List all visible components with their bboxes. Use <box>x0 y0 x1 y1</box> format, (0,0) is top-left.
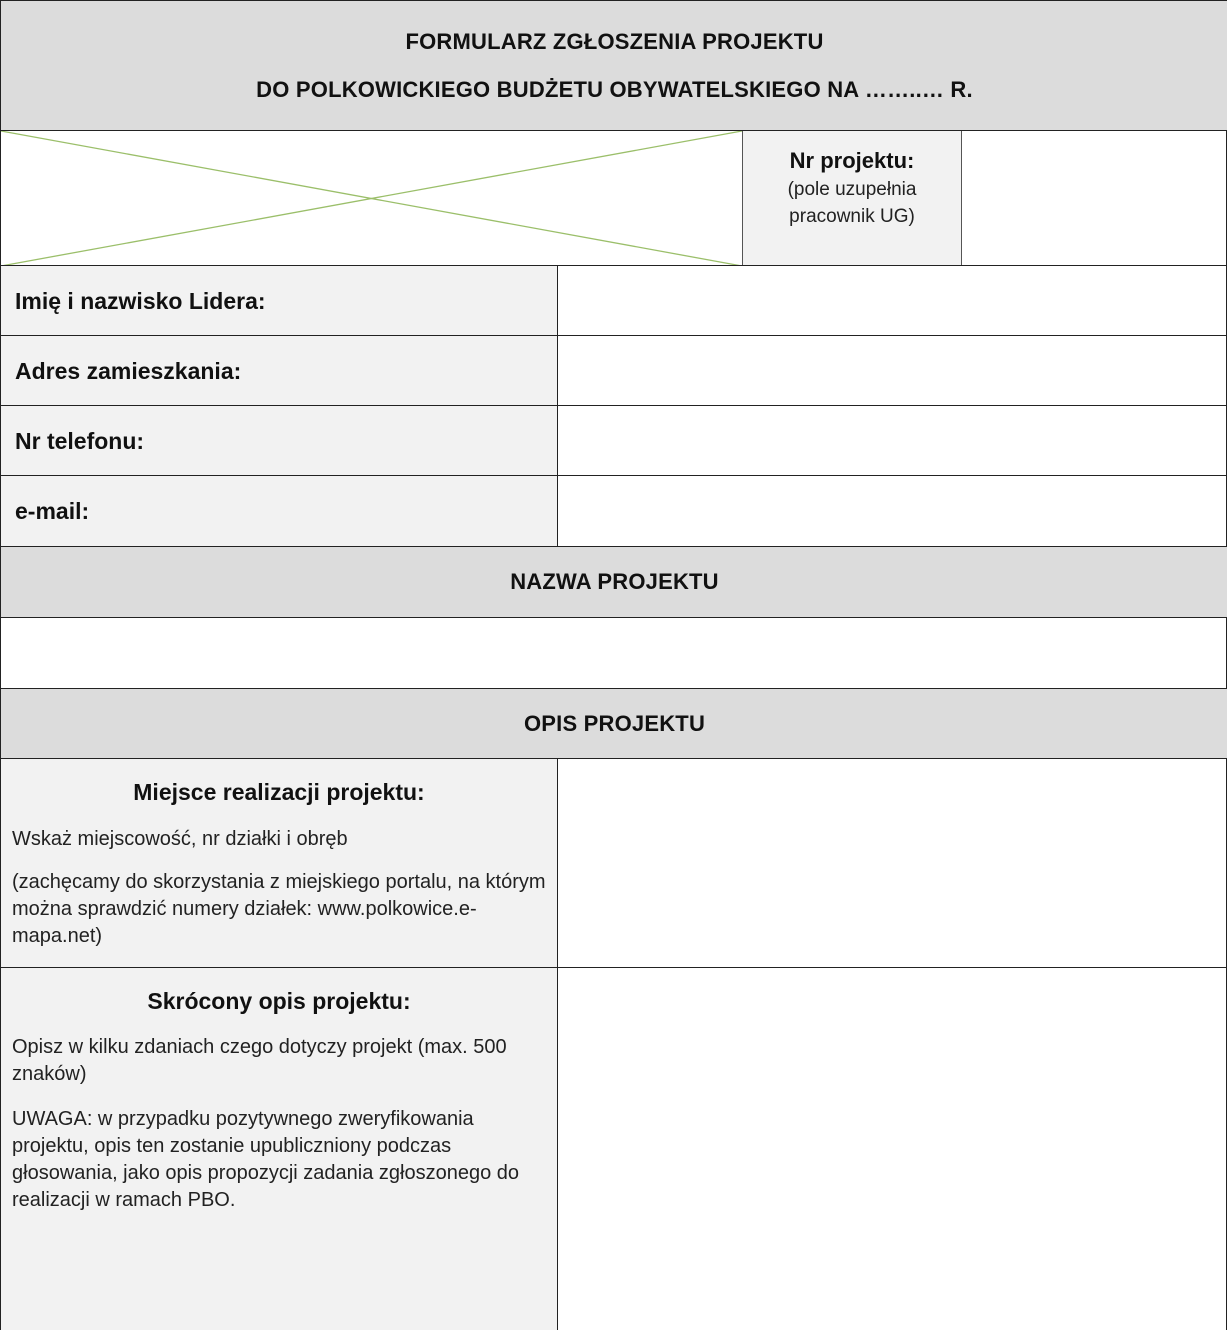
phone-label: Nr telefonu: <box>15 428 145 454</box>
short-description-field[interactable] <box>557 968 1227 1330</box>
project-name-field[interactable] <box>1 618 1227 689</box>
project-name-header <box>1 547 1227 618</box>
form-title-header <box>1 0 1227 131</box>
phone-label-cell <box>1 406 557 476</box>
short-description-heading: Skrócony opis projektu: <box>147 988 411 1014</box>
crossed-out-cell <box>1 131 742 266</box>
address-field[interactable] <box>557 336 1227 406</box>
project-description-header <box>1 689 1227 759</box>
location-heading: Miejsce realizacji projektu: <box>133 779 425 805</box>
column-divider-lower <box>557 759 558 1330</box>
project-number-label: Nr projektu: <box>789 148 915 173</box>
location-label-cell <box>1 759 557 968</box>
phone-field[interactable] <box>557 406 1227 476</box>
email-label: e-mail: <box>15 498 90 524</box>
address-label: Adres zamieszkania: <box>15 358 242 384</box>
location-note: (zachęcamy do skorzystania z miejskiego portalu, na którym można sprawdzić numery działek: www.polkowice.e-mapa.net) <box>12 871 546 947</box>
form-title-line-1: FORMULARZ ZGŁOSZENIA PROJEKTU <box>405 28 824 54</box>
project-description-header-text: OPIS PROJEKTU <box>523 710 706 736</box>
leader-name-field[interactable] <box>557 266 1227 336</box>
leader-name-label-cell <box>1 266 557 336</box>
project-number-field[interactable] <box>962 131 1227 266</box>
form-title-line-2: DO POLKOWICKIEGO BUDŻETU OBYWATELSKIEGO NA ……..… R. <box>256 76 973 102</box>
leader-name-label: Imię i nazwisko Lidera: <box>15 288 266 314</box>
column-divider <box>557 266 558 547</box>
project-number-note-2: pracownik UG) <box>789 206 915 227</box>
location-field[interactable] <box>557 759 1227 968</box>
short-description-hint: Opisz w kilku zdaniach czego dotyczy projekt (max. 500 znaków) <box>12 1036 507 1085</box>
address-label-cell <box>1 336 557 406</box>
short-description-label-cell <box>1 968 557 1330</box>
project-number-label-cell <box>742 131 962 266</box>
short-description-warning: UWAGA: w przypadku pozytywnego zweryfikowania projektu, opis ten zostanie upubliczniony podczas głosowania, jako opis propozycji zadania zgłoszonego do realizacji w ramach PBO. <box>12 1108 519 1211</box>
project-number-note-1: (pole uzupełnia <box>787 179 917 200</box>
project-name-header-text: NAZWA PROJEKTU <box>510 569 719 594</box>
email-label-cell <box>1 476 557 547</box>
email-field[interactable] <box>557 476 1227 547</box>
location-hint: Wskaż miejscowość, nr działki i obręb <box>12 828 348 850</box>
